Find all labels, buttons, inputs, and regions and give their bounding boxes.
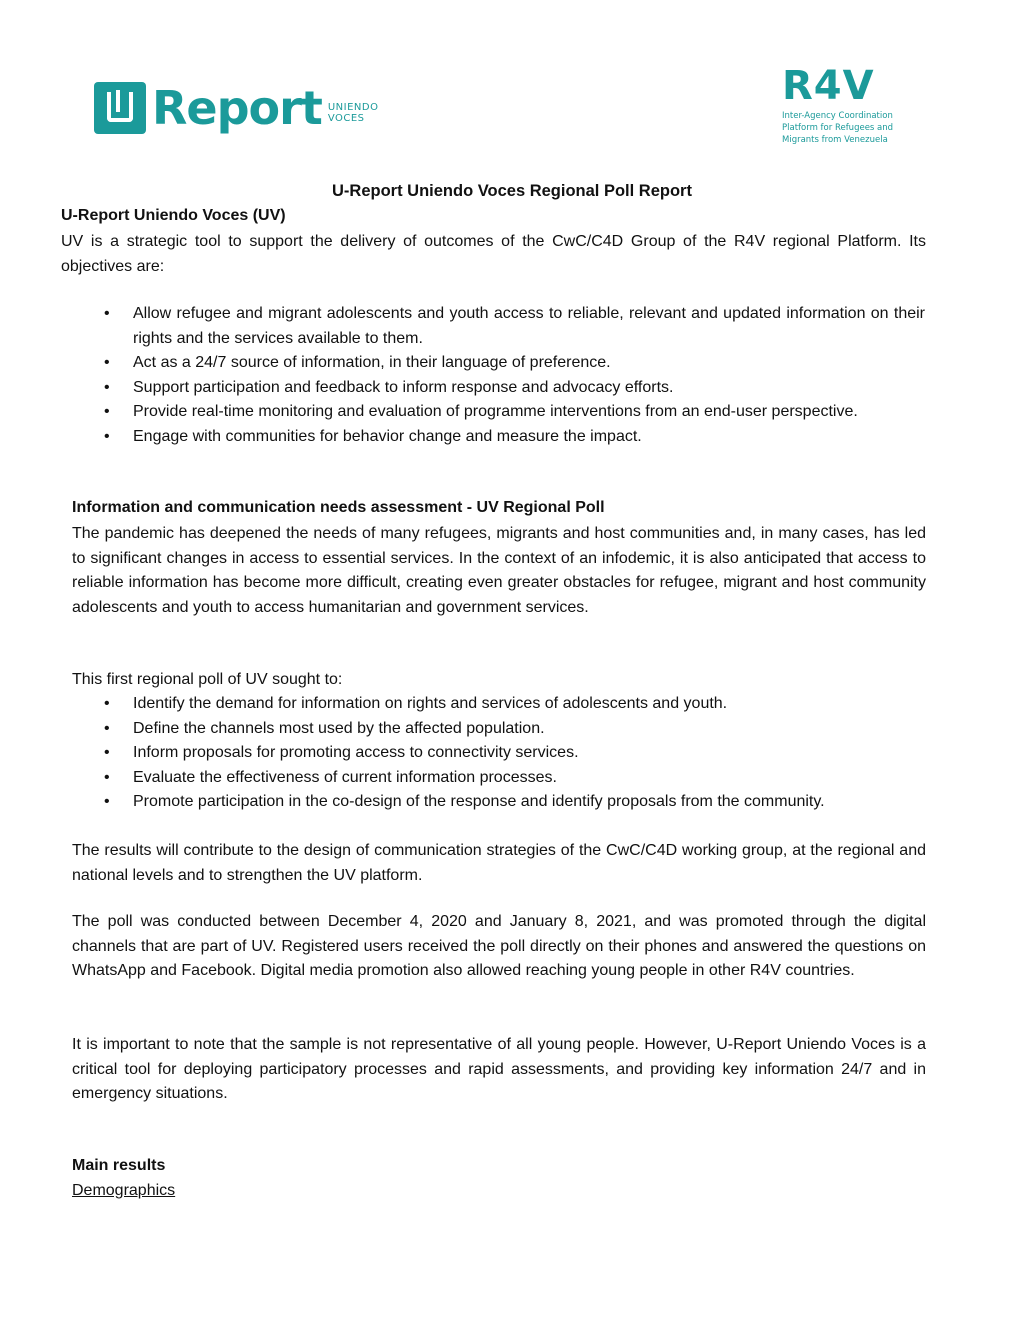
list-item: • Act as a 24/7 source of information, in their language of preference. (72, 351, 925, 376)
paragraph: The results will contribute to the design of communication strategies of the CwC/C4D working group, at the regional and national levels and to strengthen the UV platform. (72, 842, 926, 884)
list-item: • Support participation and feedback to inform response and advocacy efforts. (72, 376, 925, 401)
list-item: • Engage with communities for behavior change and measure the impact. (72, 425, 925, 450)
list-item: • Provide real-time monitoring and evaluation of programme interventions from an end-user perspective. (72, 400, 925, 425)
list-item: • Identify the demand for information on rights and services of adolescents and youth. (72, 692, 926, 717)
document-title: U-Report Uniendo Voces Regional Poll Report (332, 182, 692, 200)
section-heading-main-results: Main results (72, 1157, 166, 1174)
r4v-logo-sub: Inter-Agency Coordination Platform for Refugees and Migrants from Venezuela (782, 111, 894, 145)
poll-goals-list (72, 692, 926, 815)
subheading-demographics: Demographics (72, 1182, 176, 1199)
paragraph: This first regional poll of UV sought to: (72, 671, 343, 688)
paragraph: The pandemic has deepened the needs of many refugees, migrants and host communities and, in many cases, has led to significant changes in access to essential services. In the context of an infodemic, it is also anticipated that access to reliable information has become more difficult, creating even greater obstacles for refugee, migrant and host community adolescents and youth to access humanitarian and government services. (72, 525, 926, 616)
r4v-logo (782, 63, 912, 146)
section-intro: UV is a strategic tool to support the delivery of outcomes of the CwC/C4D Group of the R4V regional Platform. Its objectives are: (61, 233, 926, 275)
paragraph: The poll was conducted between December 4, 2020 and January 8, 2021, and was promoted through the digital channels that are part of UV. Registered users received the poll directly on their phones and answered the questions on WhatsApp and Facebook. Digital media promotion also allowed reaching young people in other R4V countries. (72, 913, 926, 979)
ureport-logo-word: Report (152, 81, 322, 135)
list-item: • Define the channels most used by the affected population. (72, 717, 926, 742)
ureport-logo (94, 80, 378, 136)
list-item: • Evaluate the effectiveness of current information processes. (72, 766, 926, 791)
objectives-list (72, 302, 925, 449)
list-item: • Inform proposals for promoting access to connectivity services. (72, 741, 926, 766)
section-heading-assessment: Information and communication needs assessment - UV Regional Poll (72, 499, 605, 516)
ureport-mark-icon (94, 82, 146, 134)
r4v-logo-mark: R4V (782, 63, 875, 109)
list-item: • Allow refugee and migrant adolescents and youth access to reliable, relevant and updated information on their rights and the services available to them. (72, 302, 925, 351)
section-heading-uv: U-Report Uniendo Voces (UV) (61, 207, 286, 224)
list-item: • Promote participation in the co-design of the response and identify proposals from the community. (72, 790, 926, 815)
paragraph: It is important to note that the sample is not representative of all young people. However, U-Report Uniendo Voces is a critical tool for deploying participatory processes and rapid assessments, and providing key information 24/7 and in emergency situations. (72, 1036, 926, 1102)
ureport-logo-sub: UNIENDO VOCES (327, 102, 379, 124)
